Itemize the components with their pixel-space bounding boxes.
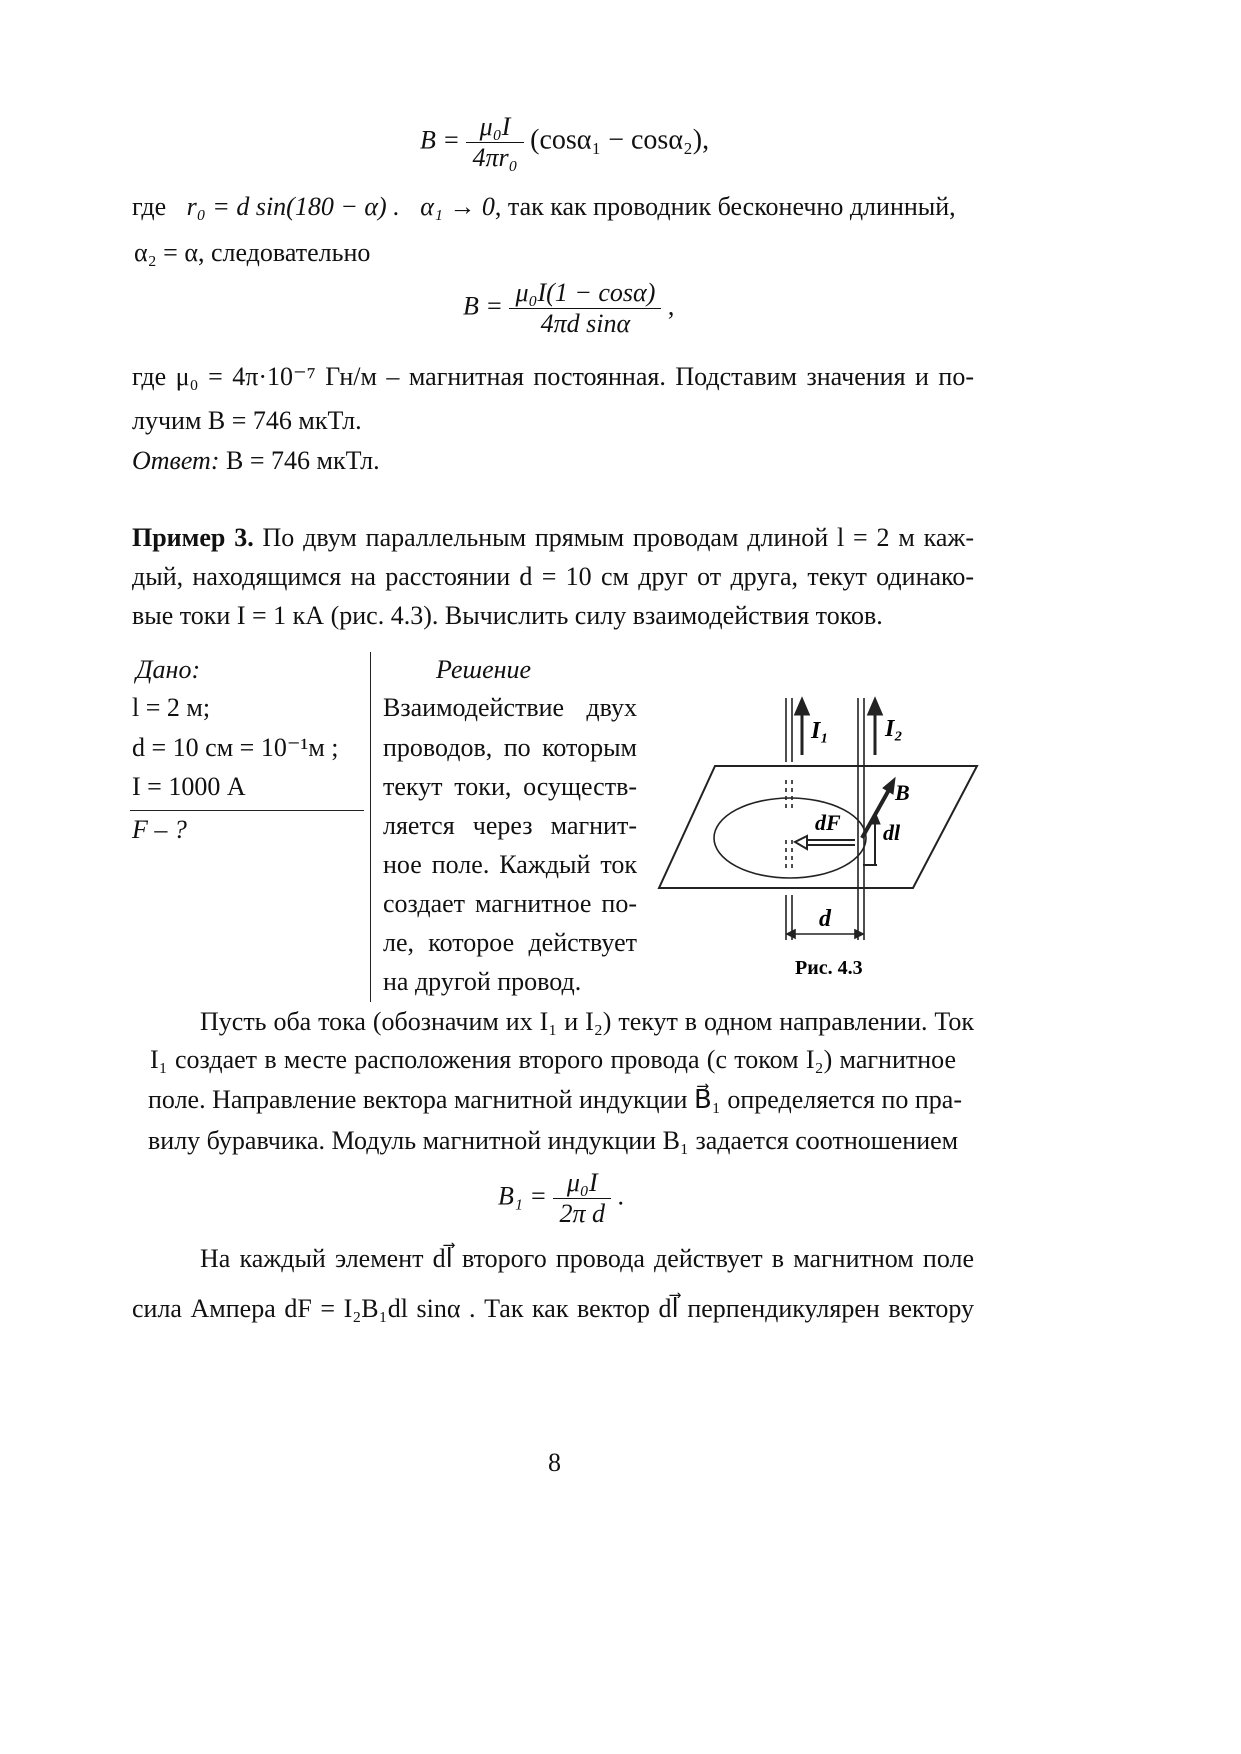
solution-line-4: ляется через магнит-: [383, 811, 637, 840]
para-1-line-1: Пусть оба тока (обозначим их I₁ и I₂) текут в одном направлении. Ток: [200, 1007, 974, 1036]
para-1-line-2: I₁ создает в месте расположения второго провода (с током I₂) магнитное: [150, 1045, 956, 1074]
wire-1: [786, 698, 792, 940]
text-line-3: где μ₀ = 4π·10⁻⁷ Гн/м – магнитная постоянная. Подставим значения и по-: [132, 362, 974, 391]
label-d: d: [819, 906, 831, 932]
formula-1-denominator: 4πr₀: [472, 143, 518, 172]
label-b: B⃗: [895, 780, 927, 805]
label-dl: dl⃗: [883, 820, 918, 845]
example-number: 3.: [234, 523, 254, 552]
formula-1: [420, 112, 709, 173]
current-arrows: [796, 700, 881, 755]
formula-3-numerator: μ₀I: [553, 1168, 611, 1199]
solution-line-1: Взаимодействие двух: [383, 693, 637, 722]
para-1-line-3: поле. Направление вектора магнитной индукции B⃗₁ определяется по пра-: [148, 1085, 962, 1114]
example-line-3: вые токи I = 1 кА (рис. 4.3). Вычислить силу взаимодействия токов.: [132, 601, 883, 630]
formula-3-suffix: .: [617, 1181, 624, 1211]
alpha1-expression: α₁ → 0: [420, 192, 495, 221]
given-divider: [130, 810, 364, 811]
word-where: где: [132, 192, 167, 221]
example-line-1: [132, 523, 974, 553]
formula-3-denominator: 2π d: [559, 1199, 605, 1228]
figure-caption: Рис. 4.3: [795, 957, 863, 979]
example-label: Пример: [132, 523, 226, 552]
wire-2: [858, 698, 864, 940]
formula-2-lhs: B =: [463, 291, 503, 321]
given-item-2: d = 10 см = 10⁻¹м ;: [132, 733, 339, 762]
example-line-2: дый, находящимся на расстоянии d = 10 см друг от друга, текут одинако-: [132, 562, 974, 591]
df-vector: [795, 836, 855, 849]
formula-1-lhs: B =: [420, 125, 460, 155]
line-1-text: , так как проводник бесконечно длинный,: [494, 192, 956, 221]
formula-1-numerator: μ₀I: [466, 112, 523, 143]
label-i1: I₁: [811, 718, 829, 744]
para-1-line-4: вилу буравчика. Модуль магнитной индукции B₁ задается соотношением: [148, 1126, 959, 1155]
answer-label: Ответ:: [132, 446, 220, 475]
given-item-1: l = 2 м;: [132, 693, 211, 722]
formula-2-denominator: 4πd sinα: [540, 309, 631, 338]
given-find: F – ?: [132, 815, 187, 844]
solution-line-5: ное поле. Каждый ток: [383, 850, 637, 879]
para-2-line-2: сила Ампера dF = I₂B₁dl sinα . Так как вектор dl⃗ перпендикулярен вектору: [132, 1294, 974, 1323]
solution-header: Решение: [436, 655, 532, 684]
solution-line-7: ле, которое действует: [383, 928, 637, 957]
column-divider: [370, 652, 371, 1002]
label-i2: I₂: [885, 716, 903, 742]
solution-line-3: текут токи, осуществ-: [383, 772, 637, 801]
formula-2: [463, 278, 674, 339]
given-item-3: I = 1000 А: [132, 772, 246, 801]
answer-value: B = 746 мкТл.: [225, 446, 380, 475]
text-line-2: α₂ = α, следовательно: [134, 238, 371, 267]
solution-line-6: создает магнитное по-: [383, 889, 637, 918]
text-line-1: [132, 192, 974, 222]
formula-2-numerator: μ₀I(1 − cosα): [509, 278, 661, 309]
para-2-line-1: На каждый элемент dl⃗ второго провода действует в магнитном поле: [200, 1244, 974, 1273]
r0-expression: r₀ = d sin(180 − α) .: [186, 192, 400, 221]
formula-1-fraction: [466, 112, 523, 173]
formula-2-fraction: [509, 278, 661, 339]
label-df: dF⃗: [815, 810, 858, 835]
formula-3: [498, 1168, 624, 1229]
formula-2-suffix: ,: [667, 291, 675, 321]
formula-3-fraction: [553, 1168, 611, 1229]
example-text-1: По двум параллельным прямым проводам длиной l = 2 м каж-: [262, 523, 975, 552]
formula-3-lhs: B₁ =: [498, 1181, 547, 1211]
text-line-4: лучим B = 746 мкТл.: [132, 406, 362, 435]
answer-line: [132, 446, 380, 476]
formula-1-rest: (cosα₁ − cosα₂),: [530, 124, 710, 156]
solution-line-8: на другой провод.: [383, 967, 582, 996]
given-header: Дано:: [136, 655, 201, 684]
solution-line-2: проводов, по которым: [383, 733, 637, 762]
figure-4-3: [655, 690, 985, 990]
page-number: 8: [548, 1448, 561, 1477]
